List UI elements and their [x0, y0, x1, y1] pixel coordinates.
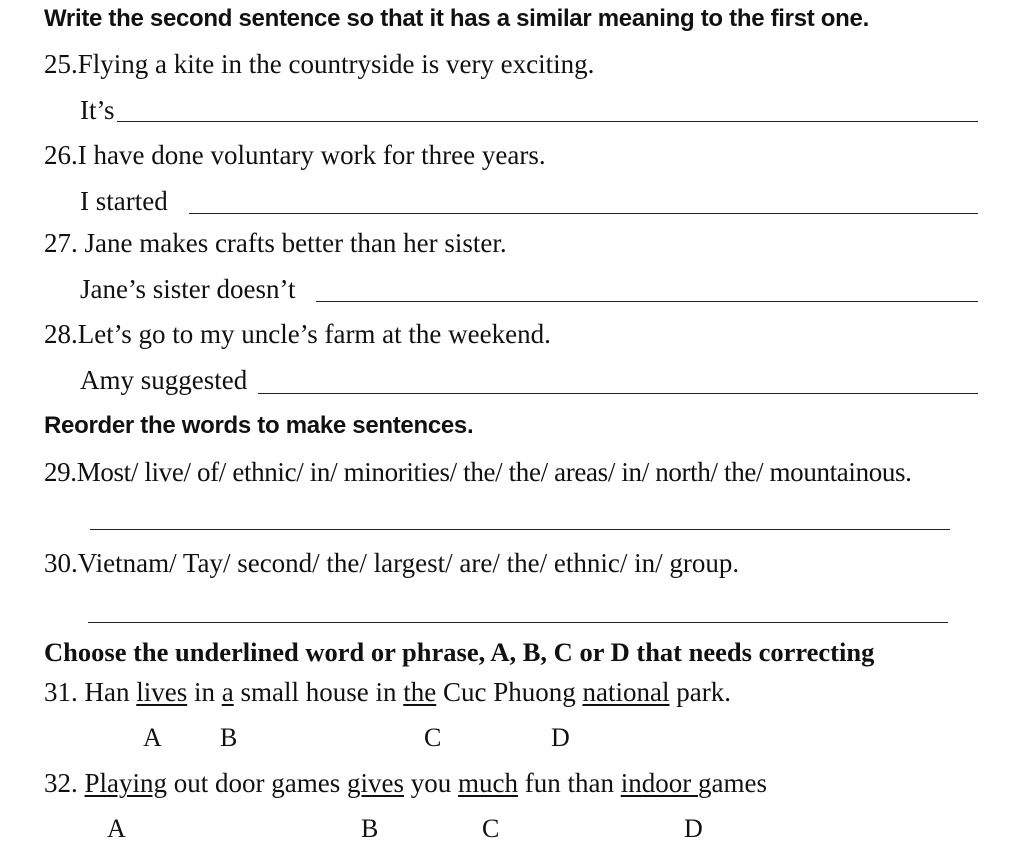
- q25-answer-line[interactable]: [117, 121, 978, 122]
- q28-prompt: 28.Let’s go to my uncle’s farm at the weekend.: [44, 319, 551, 349]
- q26-prompt: 26.I have done voluntary work for three years.: [44, 140, 546, 170]
- q25-starter: It’s: [80, 95, 115, 125]
- q28-answer-line[interactable]: [258, 393, 978, 394]
- q30-prompt: 30.Vietnam/ Tay/ second/ the/ largest/ are/ the/ ethnic/ in/ group.: [44, 548, 740, 578]
- q27-starter: Jane’s sister doesn’t: [80, 274, 296, 304]
- q32-option-a-word[interactable]: Playing: [84, 768, 168, 798]
- q25-prompt: 25.Flying a kite in the countryside is very exciting.: [44, 49, 595, 79]
- q32-label-b: B: [361, 814, 379, 843]
- q29-answer-line[interactable]: [90, 529, 950, 530]
- q27-prompt: 27. Jane makes crafts better than her sister.: [44, 228, 507, 258]
- q31-option-a-word[interactable]: lives: [136, 677, 188, 707]
- q26-starter: I started: [80, 186, 168, 216]
- q31-label-c: C: [424, 723, 442, 752]
- q31-label-b: B: [220, 723, 238, 752]
- q29-prompt: 29.Most/ live/ of/ ethnic/ in/ minorities/ the/ the/ areas/ in/ north/ the/ mountainous.: [44, 457, 912, 487]
- q32-option-d-word[interactable]: indoor: [620, 768, 698, 798]
- q31-option-c-word[interactable]: the: [403, 677, 437, 707]
- q31-sentence: 31. Han lives in a small house in the Cuc Phuong national park.: [44, 677, 731, 707]
- q30-answer-line[interactable]: [88, 622, 948, 623]
- q27-answer-line[interactable]: [316, 301, 978, 302]
- reorder-heading: Reorder the words to make sentences.: [44, 412, 474, 439]
- q26-answer-line[interactable]: [189, 213, 978, 214]
- q28-starter: Amy suggested: [80, 365, 248, 395]
- q32-label-c: C: [482, 814, 500, 843]
- q31-option-d-word[interactable]: national: [582, 677, 670, 707]
- q32-sentence: 32. Playing out door games gives you much fun than indoor games: [44, 768, 767, 798]
- rewrite-heading: Write the second sentence so that it has a similar meaning to the first one.: [44, 5, 869, 32]
- q31-label-d: D: [551, 723, 570, 752]
- q31-option-b-word[interactable]: a: [221, 677, 234, 707]
- q32-label-d: D: [684, 814, 703, 843]
- error-heading: Choose the underlined word or phrase, A, B, C or D that needs correcting: [44, 637, 875, 667]
- q32-label-a: A: [107, 814, 126, 843]
- q31-label-a: A: [143, 723, 162, 752]
- q32-option-c-word[interactable]: much: [458, 768, 518, 798]
- q32-option-b-word[interactable]: gives: [347, 768, 404, 798]
